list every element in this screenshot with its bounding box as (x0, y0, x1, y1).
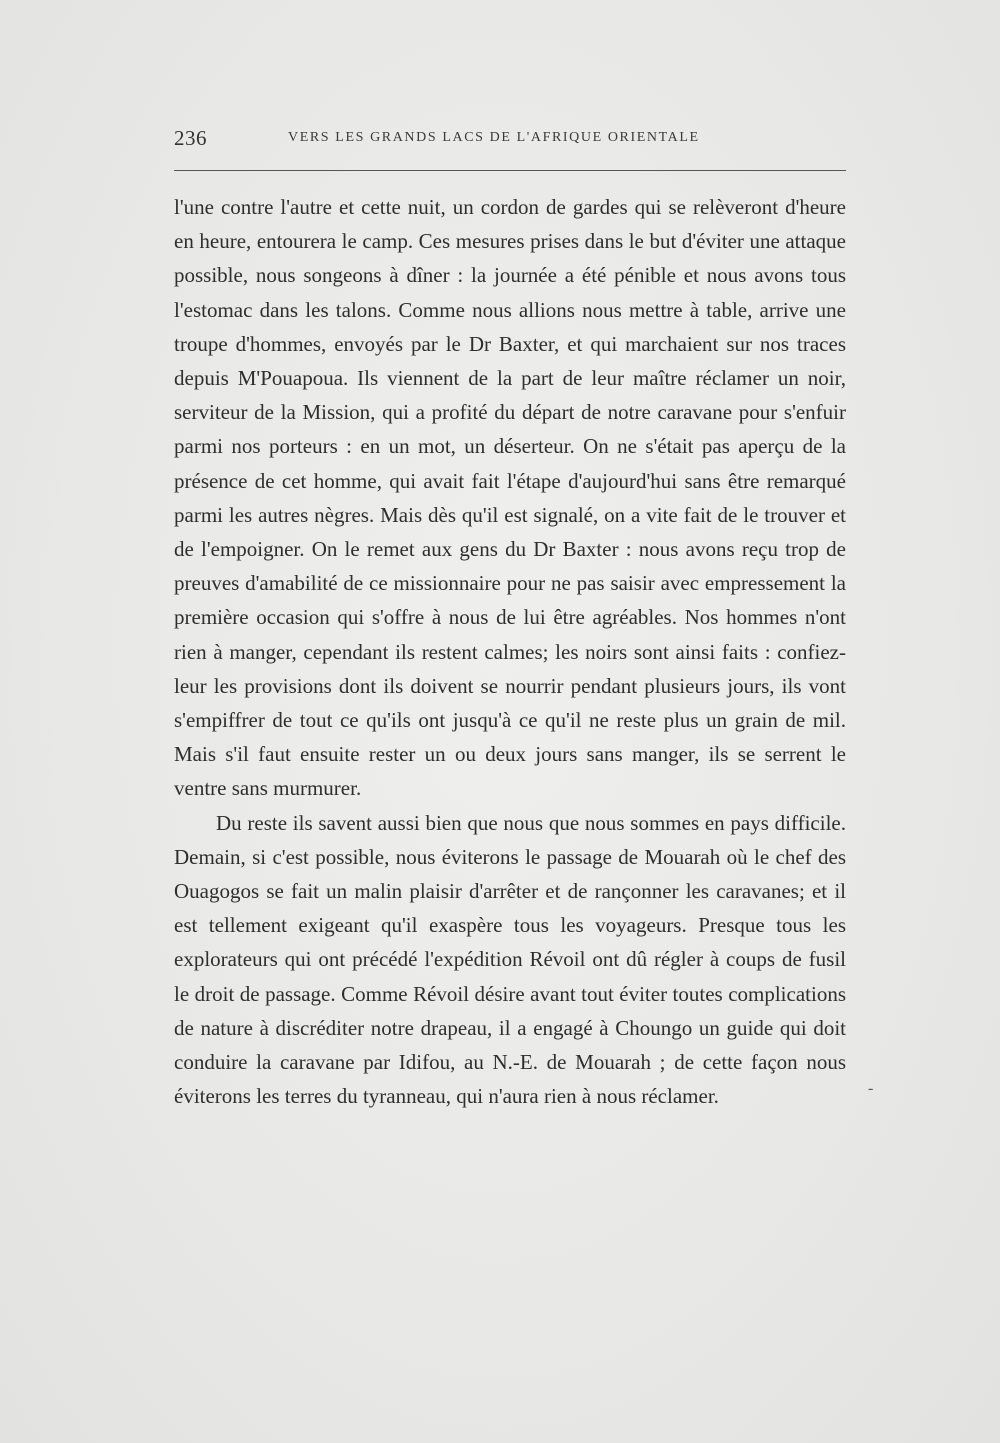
running-title: VERS LES GRANDS LACS DE L'AFRIQUE ORIENTALE (288, 130, 700, 145)
paragraph-1: l'une contre l'autre et cette nuit, un cordon de gardes qui se relèveront d'heure en heure, entourera le camp. Ces mesures prises dans le but d'éviter une attaque possible, nous songeons à dîner : la journée a été pénible et nous avons tous l'estomac dans les talons. Comme nous allions nous mettre à table, arrive une troupe d'hommes, envoyés par le Dr Baxter, et qui marchaient sur nos traces depuis M'Pouapoua. Ils viennent de la part de leur maître réclamer un noir, serviteur de la Mission, qui a profité du départ de notre caravane pour s'enfuir parmi nos porteurs : en un mot, un déserteur. On ne s'était pas aperçu de la présence de cet homme, qui avait fait l'étape d'aujourd'hui sans être remarqué parmi les autres nègres. Mais dès qu'il est signalé, on a vite fait de le trouver et de l'empoigner. On le remet aux gens du Dr Baxter : nous avons reçu trop de preuves d'amabilité de ce missionnaire pour ne pas saisir avec empressement la première occasion qui s'offre à nous de lui être agréables. Nos hommes n'ont rien à manger, cependant ils restent calmes; les noirs sont ainsi faits : confiez-leur les provisions dont ils doivent se nourrir pendant plusieurs jours, ils vont s'empiffrer de tout ce qu'ils ont jusqu'à ce qu'il ne reste plus un grain de mil. Mais s'il faut ensuite rester un ou deux jours sans manger, ils se serrent le ventre sans murmurer. (174, 195, 846, 801)
running-head (174, 126, 846, 156)
header-rule (174, 170, 846, 171)
body-text (174, 190, 846, 1113)
page-number: 236 (174, 126, 207, 150)
paragraph-2: Du reste ils savent aussi bien que nous que nous sommes en pays difficile. Demain, si c'est possible, nous éviterons le passage de Mouarah où le chef des Ouagogos se fait un malin plaisir d'arrêter et de rançonner les caravanes; et il est tellement exigeant qu'il exaspère tous les voyageurs. Presque tous les explorateurs qui ont précédé l'expédition Révoil ont dû régler à coups de fusil le droit de passage. Comme Révoil désire avant tout éviter toutes complications de nature à discréditer notre drapeau, il a engagé à Choungo un guide qui doit conduire la caravane par Idifou, au N.-E. de Mouarah ; de cette façon nous éviterons les terres du tyranneau, qui n'aura rien à nous réclamer. (174, 810, 846, 1109)
margin-mark: - (868, 1080, 874, 1097)
